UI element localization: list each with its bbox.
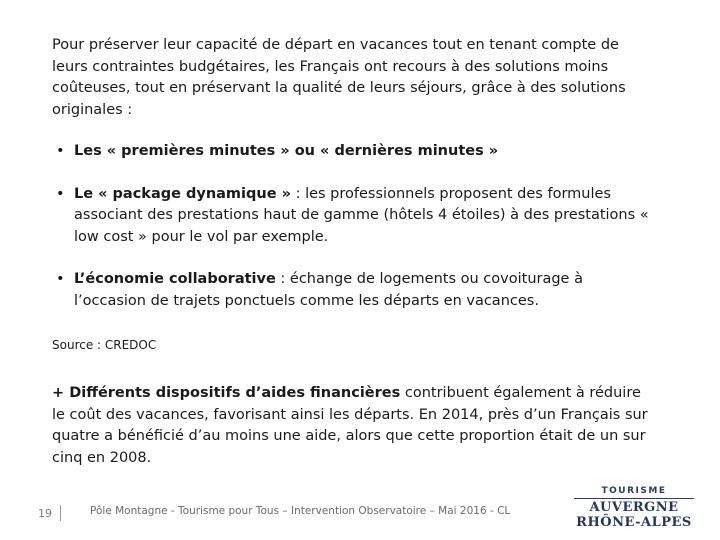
logo-main-text: AUVERGNE RHÔNE-ALPES — [576, 500, 692, 530]
intro-paragraph: Pour préserver leur capacité de départ en vacances tout en tenant compte de leurs contraintes budgétaires, les Français ont recours à des solutions moins coûteuses, tout en préservant la qualité de leurs séjours, grâce à des solutions originales : — [52, 37, 626, 118]
aides-title: + Différents dispositifs d’aides financières — [52, 385, 401, 401]
footer-divider — [60, 505, 61, 521]
list-item-title: Le « package dynamique » — [74, 185, 291, 202]
list-item — [52, 269, 652, 312]
aides-text: contribuent également à réduire le coût des vacances, favorisant ainsi les départs. En 2014, près d’un Français sur quatre a bénéficié d’au moins une aide, alors que cette proportion était de un sur cinq en 2008. — [52, 385, 648, 466]
list-item-title: L’économie collaborative — [74, 271, 276, 287]
aides-paragraph — [52, 383, 652, 469]
bullet-icon: • — [56, 143, 65, 159]
list-item — [52, 141, 652, 163]
page-number: 19 — [38, 507, 52, 520]
solutions-list — [52, 141, 652, 333]
auvergne-rhone-alpes-logo — [570, 486, 698, 530]
logo-top-text: TOURISME — [601, 486, 667, 496]
bullet-icon: • — [56, 185, 65, 202]
bullet-icon: • — [56, 271, 65, 287]
footer-text: Pôle Montagne - Tourisme pour Tous – Intervention Observatoire – Mai 2016 - CL — [90, 505, 511, 517]
list-item-text: : échange de logements ou covoiturage à l’occasion de trajets ponctuels comme les départs en vacances. — [74, 271, 583, 309]
list-item — [52, 184, 652, 249]
list-item-title: Les « premières minutes » ou « dernières minutes » — [74, 143, 499, 159]
logo-divider — [574, 498, 694, 499]
source-citation: Source : CREDOC — [52, 338, 157, 352]
list-item-text: : les professionnels proposent des formules associant des prestations haut de gamme (hôtels 4 étoiles) à des prestations « low cost » pour le vol par exemple. — [74, 185, 649, 245]
